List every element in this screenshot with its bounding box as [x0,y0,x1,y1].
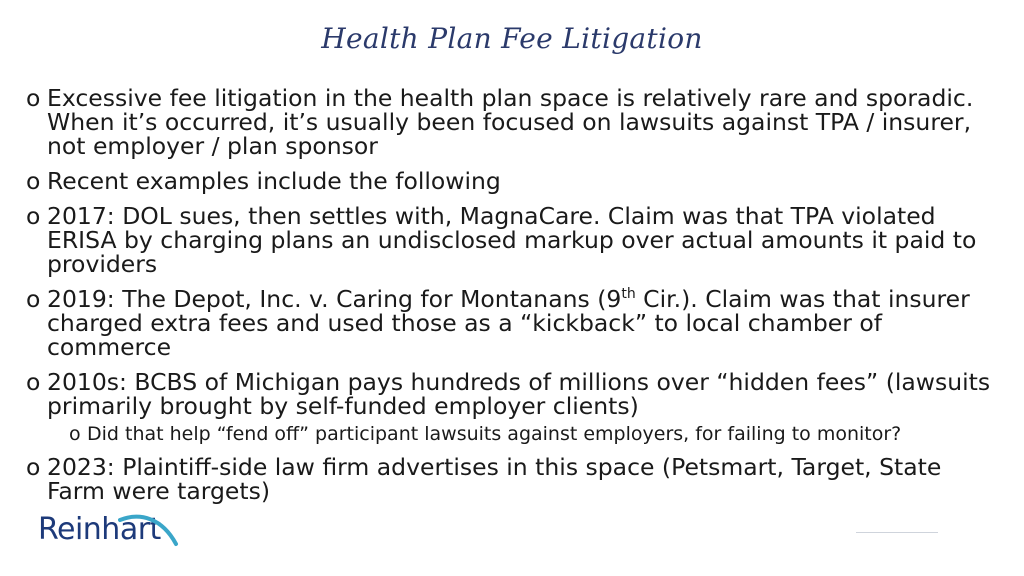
bullet-marker: o [26,453,41,481]
bullet-marker: o [26,84,41,112]
reinhart-logo [38,512,161,547]
ordinal-suffix: th [621,286,636,303]
bullet-text: 2017: DOL sues, then settles with, MagnaCare. Claim was that TPA violated ERISA by charging plans an undisclosed markup over actual amounts it paid to providers [47,202,977,278]
bullet-text: Excessive fee litigation in the health plan space is relatively rare and sporadic. When it’s occurred, it’s usually been focused on lawsuits against TPA / insurer, not employer / plan sponsor [47,84,974,160]
bullet-item [26,204,1001,276]
bullet-list [26,86,1001,514]
sub-bullet-item [69,423,1001,445]
bullet-text: 2023: Plaintiff-side law firm advertises in this space (Petsmart, Target, State Farm were targets) [47,453,942,505]
bullet-item [26,455,1001,503]
bullet-marker: o [26,167,41,195]
footer-divider [856,532,938,533]
bullet-marker: o [26,285,41,313]
bullet-text [47,285,970,361]
bullet-text: Recent examples include the following [47,167,501,195]
sub-bullet-text: Did that help “fend off” participant lawsuits against employers, for failing to monitor? [87,423,902,445]
bullet-item [26,370,1001,418]
bullet-item [26,169,1001,193]
bullet-item [26,287,1001,359]
bullet-marker: o [26,202,41,230]
bullet-marker: o [26,368,41,396]
slide-title: Health Plan Fee Litigation [321,22,703,55]
bullet-item [26,86,1001,158]
bullet-text-pre: 2019: The Depot, Inc. v. Caring for Montanans (9 [47,285,622,313]
logo-text: Reinhart [38,512,161,547]
bullet-text-post: Cir.). Claim was that insurer charged extra fees and used those as a “kickback” to local chamber of commerce [47,285,970,361]
logo-swoosh-icon [118,514,180,548]
bullet-text: 2010s: BCBS of Michigan pays hundreds of millions over “hidden fees” (lawsuits primarily brought by self-funded employer clients) [47,368,991,420]
sub-bullet-marker: o [69,423,81,445]
